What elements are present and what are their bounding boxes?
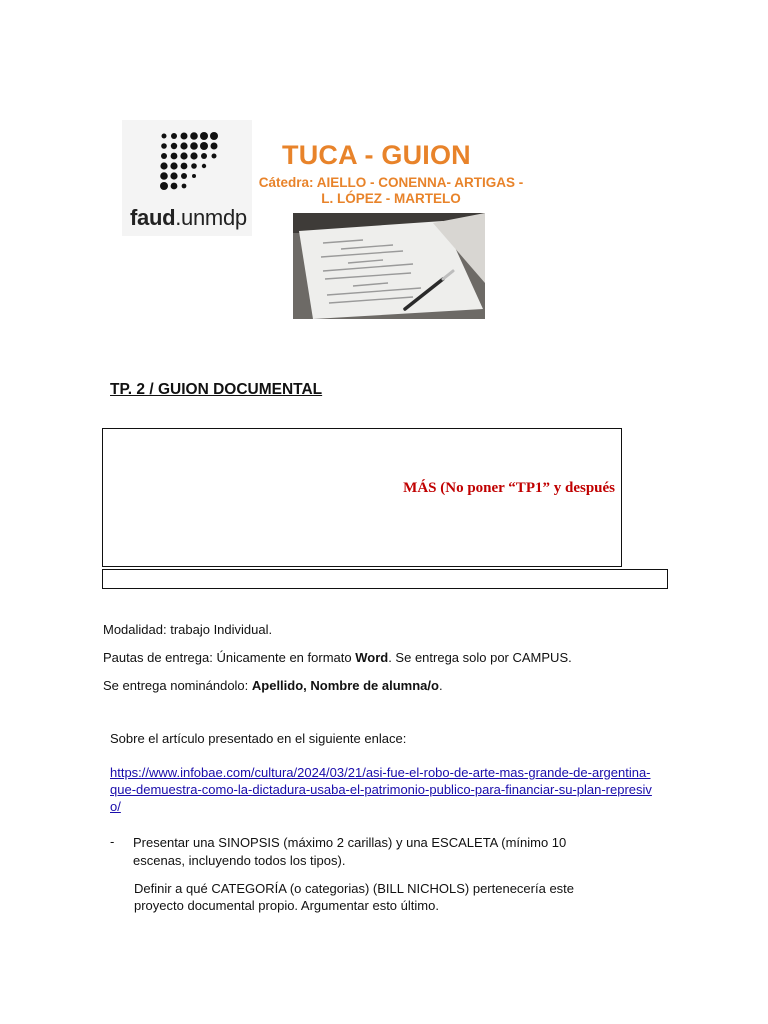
nombre-text: Se entrega nominándolo: Apellido, Nombre de alumna/o. (103, 678, 443, 693)
catedra-line-2: L. LÓPEZ - MARTELO (321, 191, 461, 206)
naming-note: MÁS (No poner “TP1” y después (403, 480, 615, 496)
modalidad-text: Modalidad: trabajo Individual. (103, 622, 273, 637)
categoria-instruction: Definir a qué CATEGORÍA (o categorias) (BILL NICHOLS) pertenecería este proyecto documental propio. Argumentar esto último. (134, 881, 575, 913)
article-link[interactable]: https://www.infobae.com/cultura/2024/03/21/asi-fue-el-robo-de-arte-mas-grande-de-argentina-que-demuestra-como-la-dictadura-usaba-el-patrimonio-publico-para-financiar-su-plan-represivo/ (110, 765, 652, 814)
catedra-names (256, 175, 526, 207)
list-dash: - (110, 834, 115, 849)
tp-title: TP. 2 / GUION DOCUMENTAL (110, 381, 323, 398)
faud-brand-text: faud.unmdp (130, 205, 247, 230)
pautas-text: Pautas de entrega: Únicamente en formato Word. Se entrega solo por CAMPUS. (103, 650, 572, 665)
script-photo (293, 213, 485, 319)
catedra-line-1: Cátedra: AIELLO - CONENNA- ARTIGAS - (258, 175, 524, 190)
sinopsis-instruction: Presentar una SINOPSIS (máximo 2 carillas) y una ESCALETA (mínimo 10 escenas, incluyendo todos los tipos). (133, 835, 567, 868)
sobre-text: Sobre el artículo presentado en el siguiente enlace: (110, 731, 407, 746)
faud-dotgrid-logo (150, 130, 222, 192)
instructions-box (102, 428, 622, 567)
empty-box (102, 569, 668, 589)
course-title: TUCA - GUION (282, 140, 471, 170)
